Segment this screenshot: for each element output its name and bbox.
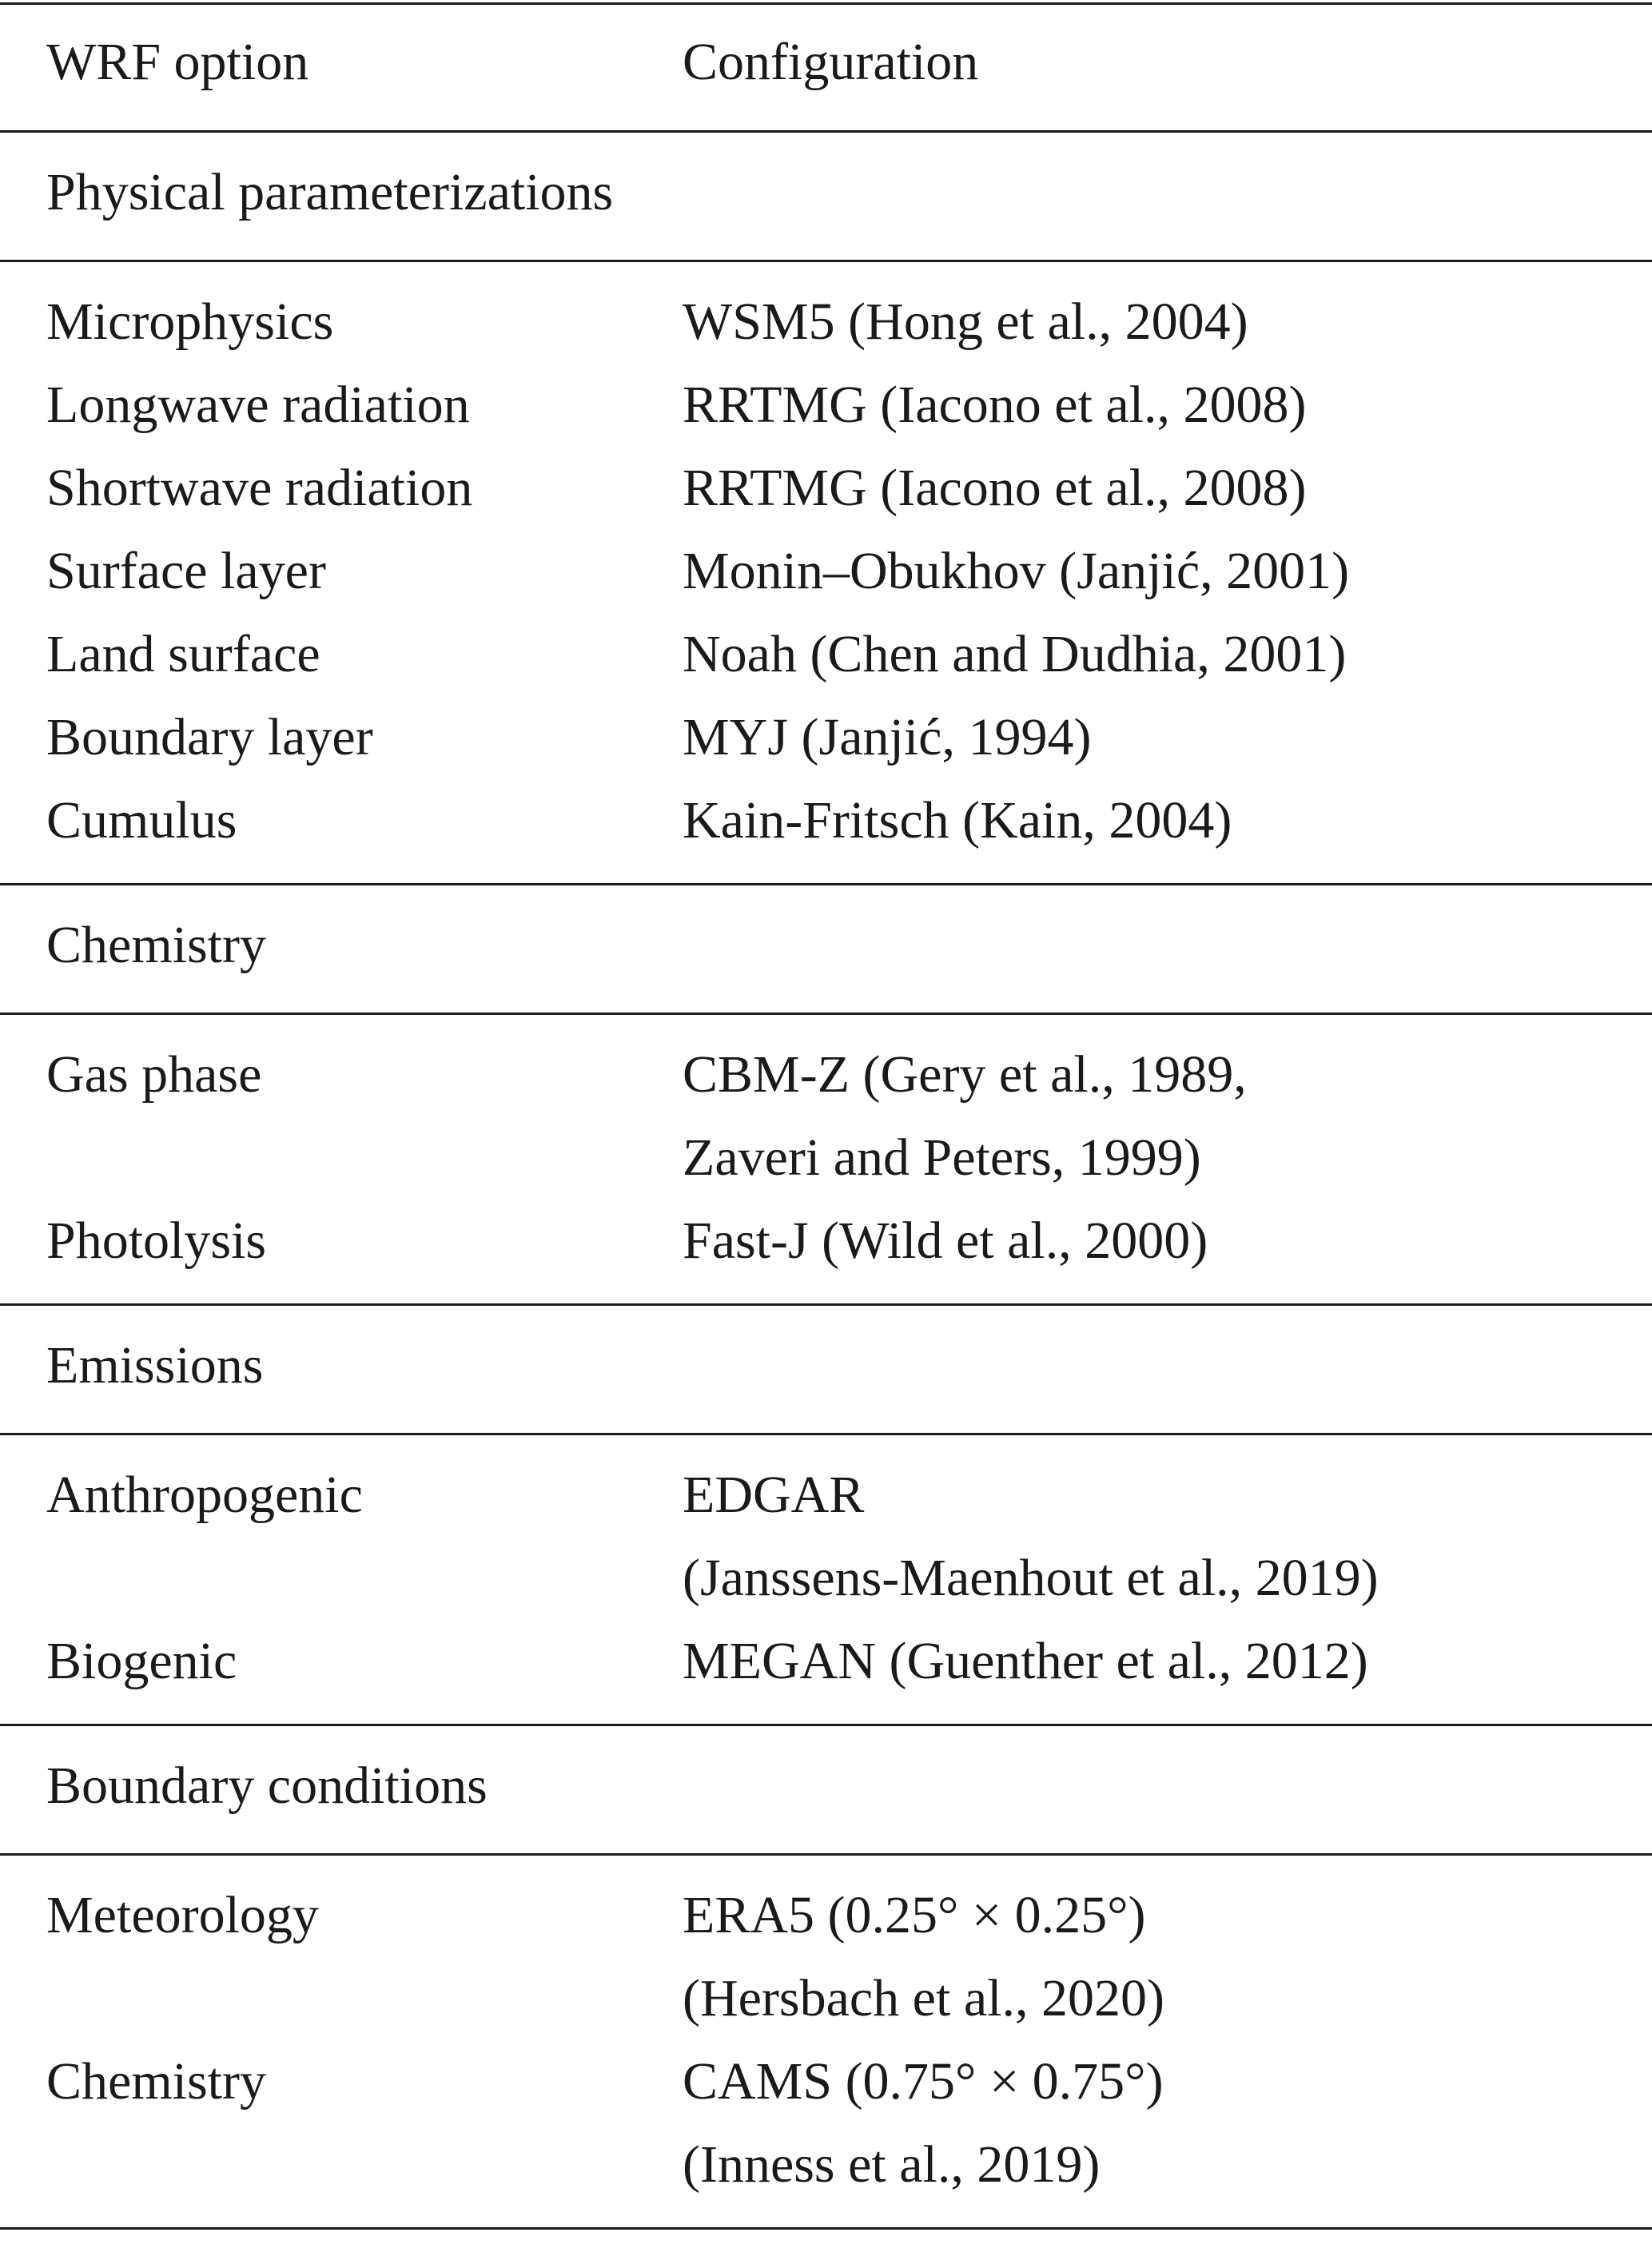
table-row-option: Chemistry [46, 2052, 266, 2111]
section-rule [0, 1013, 1652, 1015]
section-title: Chemistry [46, 916, 266, 974]
table-row-config: (Janssens-Maenhout et al., 2019) [683, 1549, 1379, 1607]
header-configuration: Configuration [683, 33, 979, 91]
section-end-rule [0, 1724, 1652, 1726]
table-row-config: Zaveri and Peters, 1999) [683, 1128, 1201, 1187]
table-row-config: CAMS (0.75° × 0.75°) [683, 2052, 1164, 2111]
section-end-rule [0, 883, 1652, 885]
table-row-config: RRTMG (Iacono et al., 2008) [683, 376, 1307, 434]
header-rule [0, 130, 1652, 133]
table-row-option: Surface layer [46, 542, 326, 600]
table-row-option: Biogenic [46, 1632, 237, 1690]
table-row-config: EDGAR [683, 1466, 865, 1524]
table-row-config: ERA5 (0.25° × 0.25°) [683, 1886, 1146, 1944]
table-row-config: Kain-Fritsch (Kain, 2004) [683, 791, 1232, 849]
table-row-option: Land surface [46, 625, 320, 683]
table-row-config: (Inness et al., 2019) [683, 2135, 1101, 2194]
table-row-config: Monin–Obukhov (Janjić, 2001) [683, 542, 1350, 600]
top-rule [0, 2, 1652, 5]
table-row-config: Fast-J (Wild et al., 2000) [683, 1212, 1208, 1270]
table-row-config: WSM5 (Hong et al., 2004) [683, 292, 1248, 351]
table-row-option: Boundary layer [46, 708, 373, 766]
table-row-option: Longwave radiation [46, 376, 470, 434]
table-row-config: MEGAN (Guenther et al., 2012) [683, 1632, 1368, 1690]
section-title: Boundary conditions [46, 1757, 488, 1815]
section-title: Physical parameterizations [46, 163, 614, 221]
table-row-option: Gas phase [46, 1045, 262, 1104]
section-rule [0, 1433, 1652, 1435]
table-row-config: CBM-Z (Gery et al., 1989, [683, 1045, 1247, 1104]
table-row-option: Shortwave radiation [46, 459, 473, 517]
section-title: Emissions [46, 1336, 264, 1395]
table-row-option: Cumulus [46, 791, 237, 849]
table-row-config: RRTMG (Iacono et al., 2008) [683, 459, 1307, 517]
table-row-config: (Hersbach et al., 2020) [683, 1969, 1164, 2027]
section-end-rule [0, 1303, 1652, 1306]
table-row-config: MYJ (Janjić, 1994) [683, 708, 1092, 766]
table-row-config: Noah (Chen and Dudhia, 2001) [683, 625, 1347, 683]
table-row-option: Microphysics [46, 292, 334, 351]
header-option: WRF option [46, 33, 309, 91]
section-rule [0, 1853, 1652, 1856]
section-rule [0, 260, 1652, 262]
table-row-option: Anthropogenic [46, 1466, 363, 1524]
table-row-option: Meteorology [46, 1886, 319, 1944]
table-row-option: Photolysis [46, 1212, 267, 1270]
bottom-rule [0, 2227, 1652, 2230]
